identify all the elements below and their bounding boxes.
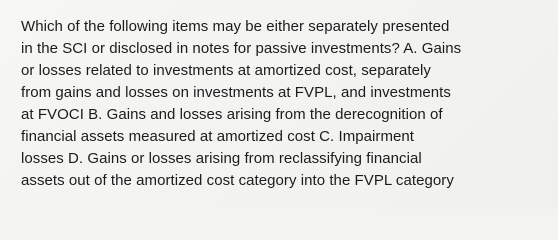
- question-text: Which of the following items may be either separately presented in the SCI or disclosed in notes for passive investments? A. Gains or losses related to investments at amortized cost, separately from gains and losses on investments at FVPL, and investments at FVOCI B. Gains and losses arising from the derecognition of financial assets measured at amortized cost C. Impairment losses D. Gains or losses arising from reclassifying financial assets out of the amortized cost category into the FVPL category: [21, 18, 462, 189]
